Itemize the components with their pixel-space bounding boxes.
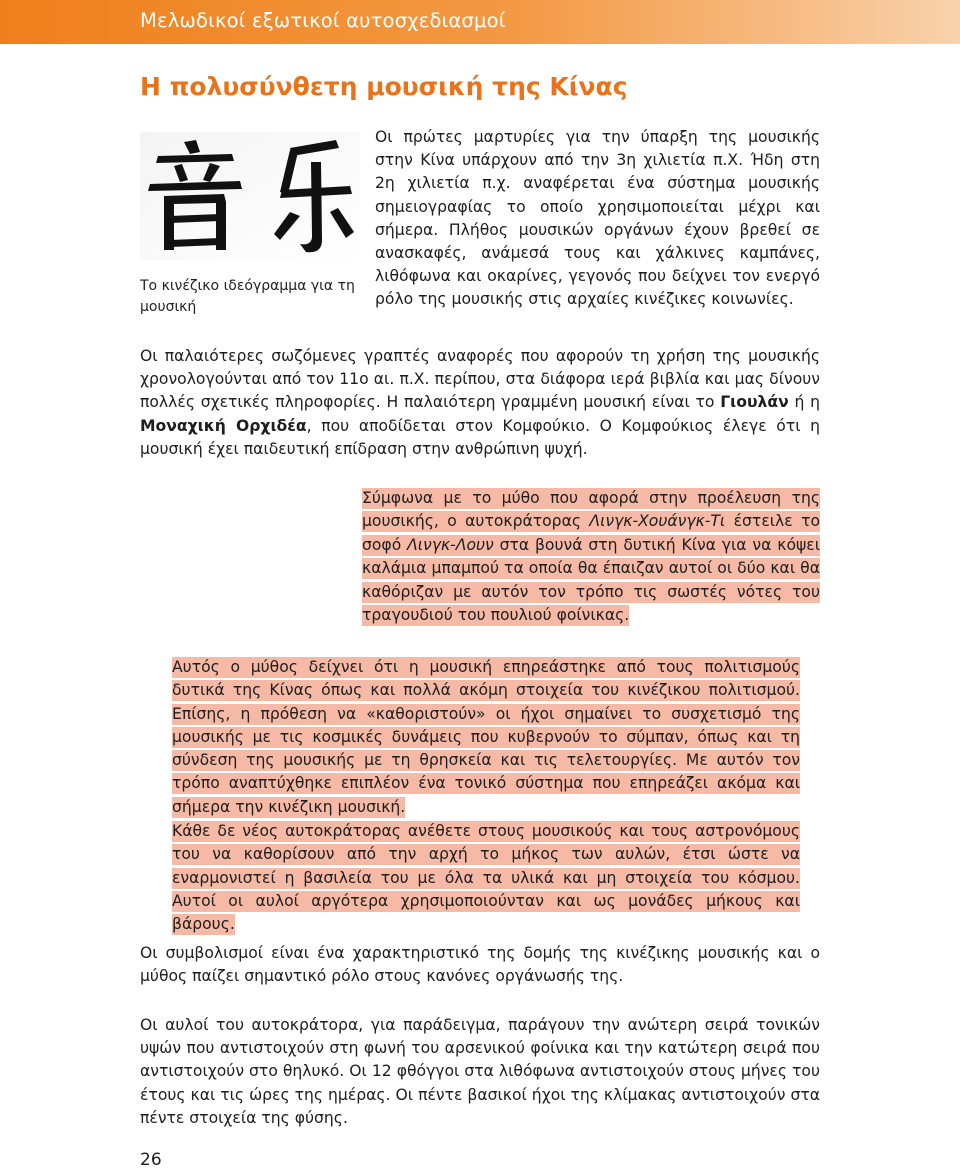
- text-run: , που αποδίδεται στον Κομφούκιο. Ο Κομφούκιος έλεγε ότι η μουσική έχει παιδευτική επίδραση στην ανθρώπινη ψυχή.: [140, 416, 821, 458]
- text-run: ή η: [788, 393, 820, 412]
- text-run: Σύμφωνα με το μύθο που αφορά στην προέλευση της μουσικής, ο αυτοκράτορας: [362, 489, 820, 531]
- paragraph-history: Οι πρώτες μαρτυρίες για την ύπαρξη της μουσικής στην Κίνα υπάρχουν από την 3η χιλιετία π.Χ. Ήδη στη 2η χιλιετία π.χ. αναφέρεται ένα σύστημα μουσικής σημειογραφίας το οποίο χρησιμοποιείται μέχρι και σήμερα. Πλήθος μουσικών οργάνων έχουν βρεθεί σε ανασκαφές, ανάμεσά τους και χάλκινες καμπάνες, λιθόφωνα και οκαρίνες, γεγονός που δείχνει τον ενεργό ρόλο της μουσικής στις αρχαίες κινέζικες κοινωνίες.: [375, 128, 820, 309]
- highlighted-text: Αυτός ο μύθος δείχνει ότι η μουσική επηρεάστηκε από τους πολιτισμούς δυτικά της Κίνας όπως και πολλά ακόμη στοιχεία του κινέζικου πολιτισμού. Επίσης, η πρόθεση να «καθοριστούν» οι ήχοι σημαίνει το συσχετισμό της μουσικής με τις κοσμικές δυνάμεις που κυβερνούν το σύμπαν, όπως και τη σύνδεση της μουσικής με τη θρησκεία και τις τελετουργίες. Με αυτόν τον τρόπο αναπτύχθηκε επιπλέον ένα τονικό σύστημα που επηρεάζει ακόμα και σήμερα την κινέζικη μουσική.: [172, 658, 800, 816]
- page-title: Η πολυσύνθετη μουσική της Κίνας: [140, 72, 628, 101]
- bold-term-yioulan: Γιουλάν: [720, 393, 789, 412]
- paragraph-written-sources: [140, 345, 820, 461]
- paragraph-pipes-example: Οι αυλοί του αυτοκράτορα, για παράδειγμα, παράγουν την ανώτερη σειρά τονικών υψών που αντιστοιχούν στη φωνή του αρσενικού φοίνικα και την κατώτερη σειρά που αντιστοιχούν στο θηλυκό. Οι 12 φθόγγοι στα λιθόφωνα αντιστοιχούν στους μήνες του έτους και τις ώρες της ημέρας. Οι πέντε βασικοί ήχοι της κλίμακας αντιστοιχούν στα πέντε στοιχεία της φύσης.: [140, 1016, 820, 1127]
- italic-name-emperor: Λινγκ-Χουάνγκ-Τι: [589, 512, 726, 531]
- paragraph-myth-meaning: [172, 656, 800, 819]
- paragraph-symbolism: Οι συμβολισμοί είναι ένα χαρακτηριστικό της δομής της κινέζικης μουσικής και ο μύθος παίζει σημαντικό ρόλο στους κανόνες οργάνωσής της.: [140, 944, 820, 986]
- figure-caption: Το κινέζικο ιδεόγραμμα για τη μουσική: [140, 278, 355, 315]
- ideogram-figure: [140, 132, 360, 260]
- italic-name-sage: Λινγκ-Λουν: [407, 535, 494, 554]
- bold-term-lonely-orchid: Μοναχική Ορχιδέα: [140, 416, 307, 435]
- text-run: Οι παλαιότερες σωζόμενες γραπτές αναφορές που αφορούν τη χρήση της μουσικής χρονολογούνται από τον 11ο αι. π.Χ. περίπου, στα διάφορα ιερά βιβλία και μας δίνουν πολλές σχετικές πληροφορίες. Η παλαιότερη γραμμένη μουσική είναι το: [140, 347, 820, 412]
- highlighted-text: [362, 489, 820, 624]
- text-run: έστειλε το σοφό: [362, 512, 820, 554]
- paragraph-emperor-pipes: [172, 820, 800, 936]
- text-run: στα βουνά στη δυτική Κίνα για να κόψει καλάμια μπαμπού τα οποία θα έπαιζαν αυτοί οι δύο και θα καθόριζαν με αυτόν τον τρόπο τις σωστές νότες του τραγουδιού του πουλιού φοίνικας.: [362, 535, 820, 625]
- chinese-ideogram-music-image: [140, 132, 360, 260]
- header-title: Μελωδικοί εξωτικοί αυτοσχεδιασμοί: [140, 9, 506, 32]
- page-number: 26: [140, 1150, 162, 1170]
- header-bar: [0, 0, 960, 44]
- highlighted-text: Κάθε δε νέος αυτοκράτορας ανέθετε στους μουσικούς και τους αστρονόμους του να καθορίσουν από την αρχή το μήκος των αυλών, έτσι ώστε να εναρμονιστεί η βασιλεία του με όλα τα υλικά και μη στοιχεία του κόσμου. Αυτοί οι αυλοί αργότερα χρησιμοποιούνταν και ως μονάδες μήκους και βάρους.: [172, 822, 800, 934]
- paragraph-myth: [362, 487, 820, 627]
